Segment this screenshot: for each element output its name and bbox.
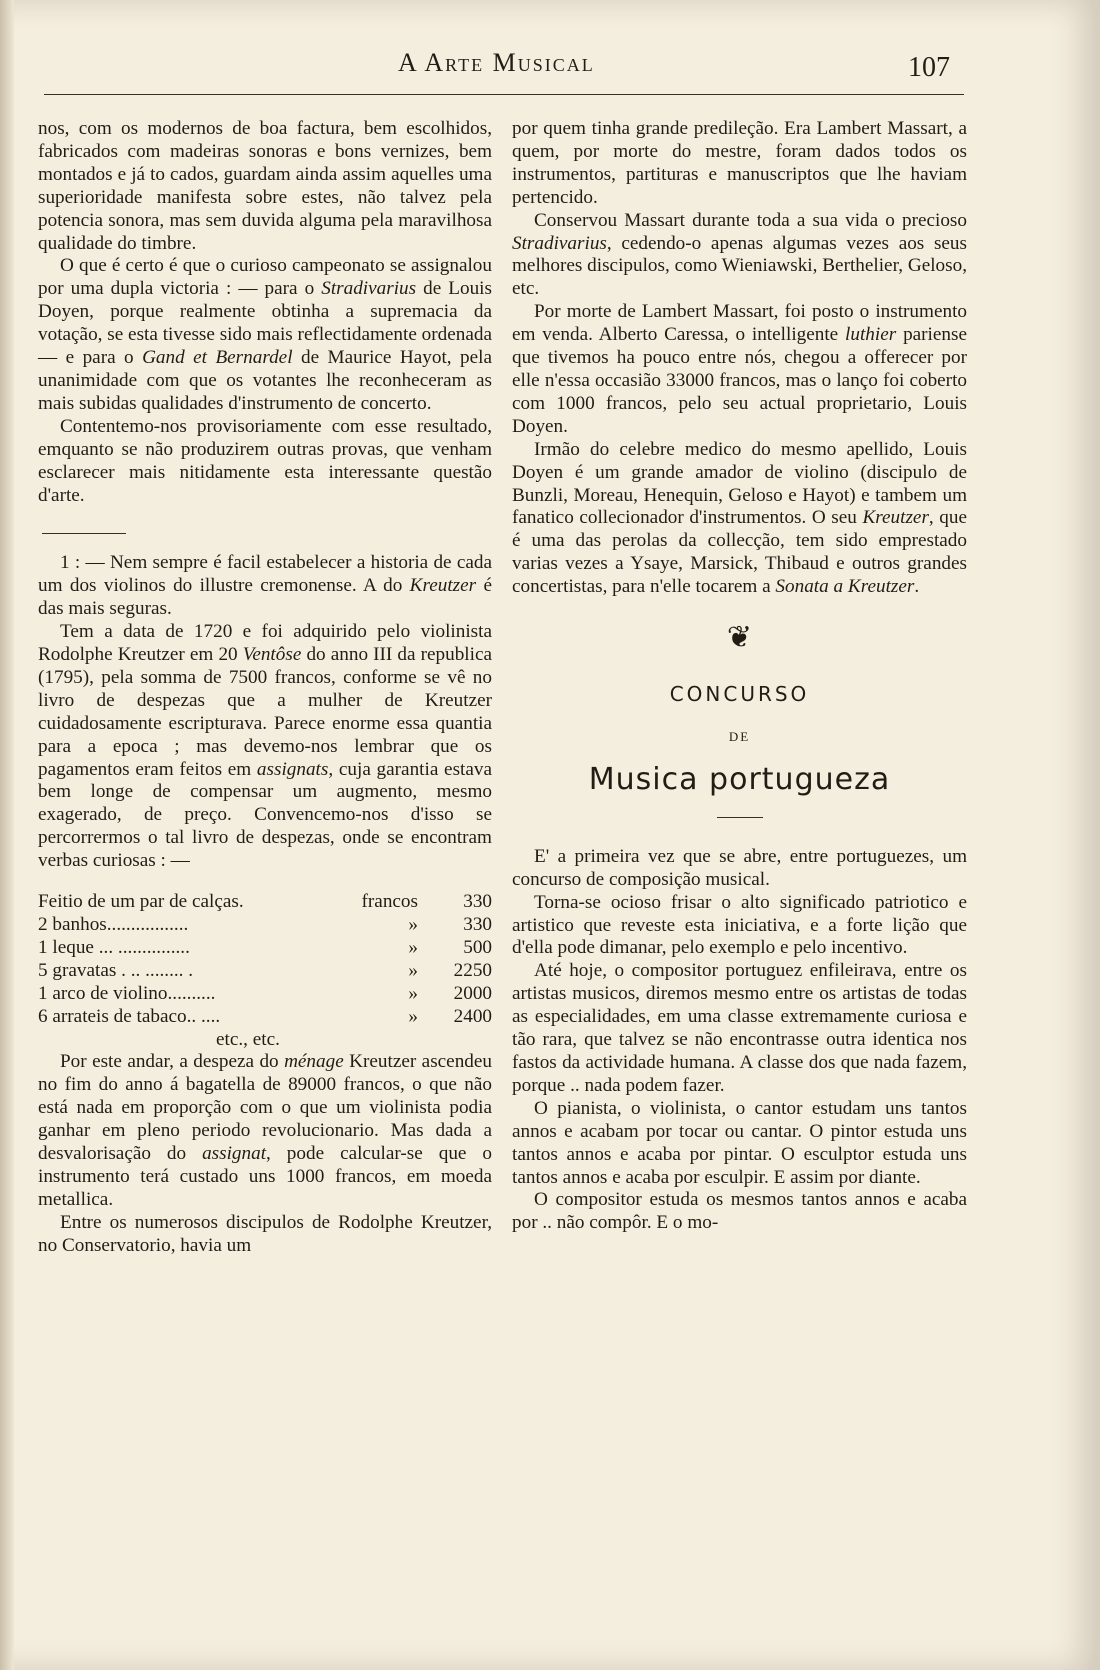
section-title: CONCURSO bbox=[669, 682, 810, 707]
paragraph: O pianista, o violinista, o cantor estudam uns tantos annos e acabam por tocar ou cantar. O pintor estuda uns tantos annos e acaba por pintar. O esculptor estuda uns tantos annos e acaba por esculpir. E assim por diante. bbox=[512, 1097, 967, 1188]
footnote-paragraph: 1 : — Nem sempre é facil estabelecer a historia de cada um dos violinos do illustre cremonense. A do Kreutzer é das mais seguras. bbox=[38, 552, 492, 620]
paragraph: Entre os numerosos discipulos de Rodolphe Kreutzer, no Conservatorio, havia um bbox=[38, 1211, 492, 1256]
expense-item: 5 gravatas . .. ........ . bbox=[38, 959, 194, 981]
paragraph: E' a primeira vez que se abre, entre portuguezes, um concurso de composição musical. bbox=[512, 845, 967, 890]
table-row bbox=[38, 914, 492, 937]
italic-term: Kreutzer bbox=[862, 507, 929, 529]
italic-term: Gand et Bernardel bbox=[142, 347, 293, 369]
section-subtitle: Musica portugueza bbox=[588, 761, 891, 797]
table-row bbox=[38, 983, 492, 1006]
expense-unit: » bbox=[408, 982, 418, 1004]
italic-term: Sonata a Kreutzer bbox=[775, 576, 915, 598]
expense-amount: 2000 bbox=[453, 982, 492, 1004]
expense-item: 6 arrateis de tabaco.. .... bbox=[38, 1005, 221, 1027]
paragraph: Por morte de Lambert Massart, foi posto o instrumento em venda. Alberto Caressa, o intelligente luthier pariense que tivemos ha pouco entre nós, chegou a offerecer por elle n'essa occasião 33000 francos, mas o lanço foi coberto com 1000 francos, pelo seu actual proprietario, Louis Doyen. bbox=[512, 301, 967, 437]
page-spine-shadow bbox=[0, 0, 14, 1670]
footnote-paragraph: Tem a data de 1720 e foi adquirido pelo violinista Rodolphe Kreutzer em 20 Ventôse do anno III da republica (1795), pela somma de 7500 francos, conforme se vê no livro de despezas que a mulher de Kreutzer cuidadosamente escripturava. Parece enorme essa quantia para a epoca ; mas devemo-nos lembrar que os pagamentos eram feitos em assignats, cuja garantia estava bem longe de compensar um augmento, mesmo exagerado, de preço. Convencemo-nos d'isso se percorrermos o tal livro de despezas, onde se encontram verbas curiosas : — bbox=[38, 621, 492, 872]
right-column bbox=[512, 118, 967, 1235]
left-column bbox=[38, 118, 492, 1258]
running-head bbox=[0, 48, 1100, 88]
expense-amount: 2400 bbox=[453, 1005, 492, 1027]
title-rule bbox=[717, 817, 763, 818]
italic-term: luthier bbox=[845, 324, 897, 346]
section-connector: DE bbox=[728, 728, 751, 744]
paragraph: por quem tinha grande predileção. Era Lambert Massart, a quem, por morte do mestre, foram dados todos os instrumentos, partituras e manuscriptos que lhe haviam pertencido. bbox=[512, 118, 967, 208]
paragraph: Até hoje, o compositor portuguez enfileirava, entre os artistas musicos, diremos mesmo entre os artistas de todas as especialidades, em uma classe extremamente curiosa e tão rara, que talvez se não encontrasse outra identica nos fastos da actividade humana. A classe dos que nada fazem, porque .. nada podem fazer. bbox=[512, 960, 967, 1096]
paragraph: Conservou Massart durante toda a sua vida o precioso Stradivarius, cedendo-o apenas algumas vezes aos seus melhores discipulos, como Wieniawski, Berthelier, Geloso, etc. bbox=[512, 209, 967, 300]
expense-unit: » bbox=[408, 936, 418, 958]
expenses-table bbox=[38, 891, 492, 1028]
paragraph: O que é certo é que o curioso campeonato se assignalou por uma dupla victoria : — para o Stradivarius de Louis Doyen, porque realmente obtinha a supremacia da votação, se esta tivesse sido mais reflectidamente ordenada — e para o Gand et Bernardel de Maurice Hayot, pela unanimidade com que os votantes lhe reconheceram as mais subidas qualidades d'instrumento de concerto. bbox=[38, 255, 492, 414]
fleuron-icon: ❦ bbox=[726, 620, 753, 656]
expense-amount: 330 bbox=[463, 914, 492, 935]
table-row bbox=[38, 937, 492, 960]
expense-unit: » bbox=[408, 914, 418, 935]
expense-amount: 500 bbox=[463, 936, 492, 958]
paragraph: nos, com os modernos de boa factura, bem escolhidos, fabricados com madeiras sonoras e bons vernizes, bem montados e já to cados, guardam ainda assim aquelles uma superioridade manifesta sobre estes, não talvez pela potencia sonora, mas sem duvida alguma pela maravilhosa qualidade do timbre. bbox=[38, 118, 492, 254]
expenses-etc: etc., etc. bbox=[216, 1028, 280, 1050]
italic-term: Ventôse bbox=[242, 644, 302, 666]
expense-item: 1 leque ... ............... bbox=[38, 936, 190, 958]
expense-amount: 2250 bbox=[453, 959, 492, 981]
italic-term: Stradivarius bbox=[321, 278, 417, 300]
header-rule bbox=[44, 94, 964, 95]
italic-term: Kreutzer bbox=[409, 575, 477, 597]
table-row bbox=[38, 960, 492, 983]
table-row bbox=[38, 1006, 492, 1029]
expense-unit: » bbox=[408, 1005, 418, 1027]
italic-term: Stradivarius bbox=[512, 232, 607, 254]
expense-item: 1 arco de violino.......... bbox=[38, 982, 216, 1004]
italic-term: ménage bbox=[284, 1051, 344, 1073]
paragraph: Irmão do celebre medico do mesmo apellido, Louis Doyen é um grande amador de violino (discipulo de Bunzli, Moreau, Henequin, Geloso e Hayot) e tambem um fanatico collecionador d'instrumentos. O seu Kreutzer, que é uma das perolas da collecção, tem sido emprestado varias vezes a Ysaye, Marsick, Thibaud e outros grandes concertistas, para n'elle tocarem a Sonata a Kreutzer. bbox=[512, 438, 967, 598]
paragraph: O compositor estuda os mesmos tantos annos e acaba por .. não compôr. E o mo- bbox=[512, 1189, 967, 1234]
expense-amount: 330 bbox=[463, 891, 492, 913]
paragraph: Por este andar, a despeza do ménage Kreutzer ascendeu no fim do anno á bagatella de 89000 francos, o que não está nada em proporção com o que um violinista podia ganhar em pleno periodo revolucionario. Mas dada a desvalorisação do assignat, pode calcular-se que o instrumento terá custado uns 1000 francos, em moeda metallica. bbox=[38, 1051, 492, 1210]
footnote-rule bbox=[42, 533, 126, 534]
paragraph: Contentemo-nos provisoriamente com esse resultado, emquanto se não produzirem outras provas, que venham esclarecer mais nitidamente esta interessante questão d'arte. bbox=[38, 415, 492, 506]
page-number: 107 bbox=[908, 52, 950, 83]
expense-item: Feitio de um par de calças. bbox=[38, 891, 244, 913]
expense-unit: francos bbox=[361, 891, 418, 913]
paragraph: Torna-se ocioso frisar o alto significado patriotico e artistico que reveste esta iniciativa, e a forte lição que d'ella pode dimanar, pelo exemplo e pelo incentivo. bbox=[512, 891, 967, 959]
italic-term: assignat bbox=[202, 1143, 267, 1165]
journal-title: A Arte Musical bbox=[398, 48, 595, 77]
expense-item: 2 banhos................. bbox=[38, 914, 189, 935]
expense-unit: » bbox=[408, 959, 418, 981]
table-row bbox=[38, 891, 492, 914]
italic-term: assignats bbox=[256, 758, 329, 780]
